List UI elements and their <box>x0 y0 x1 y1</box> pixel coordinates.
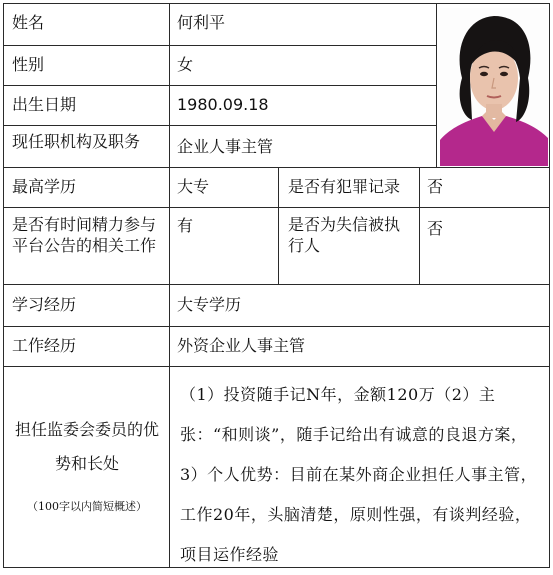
column-divider <box>419 167 420 285</box>
photo-divider <box>436 3 437 168</box>
row-divider <box>3 85 436 86</box>
gender-label: 性别 <box>12 55 45 74</box>
form-border-top <box>3 3 550 4</box>
work-label: 工作经历 <box>12 336 77 355</box>
strengths-value: （1）投资随手记N年，金额120万（2）主张：“和则谈”，随手记给出有诚意的良退方案，3）个人优势：目前在某外商企业担任人事主管，工作20年，头脑清楚，原则性强，有谈判经验，项目运作经验 <box>180 385 538 564</box>
row-divider <box>3 284 550 285</box>
education-label: 最高学历 <box>12 177 77 196</box>
strengths-note: （100字以内简短概述） <box>27 500 147 513</box>
education-value: 大专 <box>177 177 210 196</box>
birth-date-value: 1980.09.18 <box>177 95 269 114</box>
row-divider <box>3 125 436 126</box>
work-value: 外资企业人事主管 <box>177 336 306 355</box>
study-value: 大专学历 <box>177 295 242 314</box>
criminal-record-label: 是否有犯罪记录 <box>288 177 401 196</box>
form-border-right <box>549 3 550 568</box>
row-divider <box>3 207 550 208</box>
time-commitment-label: 是否有时间精力参与平台公告的相关工作 <box>12 215 157 255</box>
row-divider <box>3 326 550 327</box>
position-label: 现任职机构及职务 <box>12 132 141 151</box>
portrait-photo <box>440 8 548 166</box>
name-label: 姓名 <box>12 13 45 32</box>
time-commitment-value: 有 <box>177 216 194 235</box>
row-divider <box>3 167 550 168</box>
form-border-left <box>3 3 4 568</box>
portrait-image <box>440 8 548 166</box>
name-value: 何利平 <box>177 13 226 32</box>
dishonest-debtor-label: 是否为失信被执行人 <box>288 215 401 255</box>
study-label: 学习经历 <box>12 295 77 314</box>
position-value: 企业人事主管 <box>177 137 274 156</box>
column-divider <box>278 167 279 285</box>
column-divider <box>169 3 170 568</box>
row-divider <box>3 366 550 367</box>
birth-date-label: 出生日期 <box>12 95 77 114</box>
gender-value: 女 <box>177 55 194 74</box>
dishonest-debtor-value: 否 <box>427 219 444 238</box>
row-divider <box>3 45 436 46</box>
criminal-record-value: 否 <box>427 177 444 196</box>
strengths-label: 担任监委会委员的优势和长处 <box>14 420 159 473</box>
